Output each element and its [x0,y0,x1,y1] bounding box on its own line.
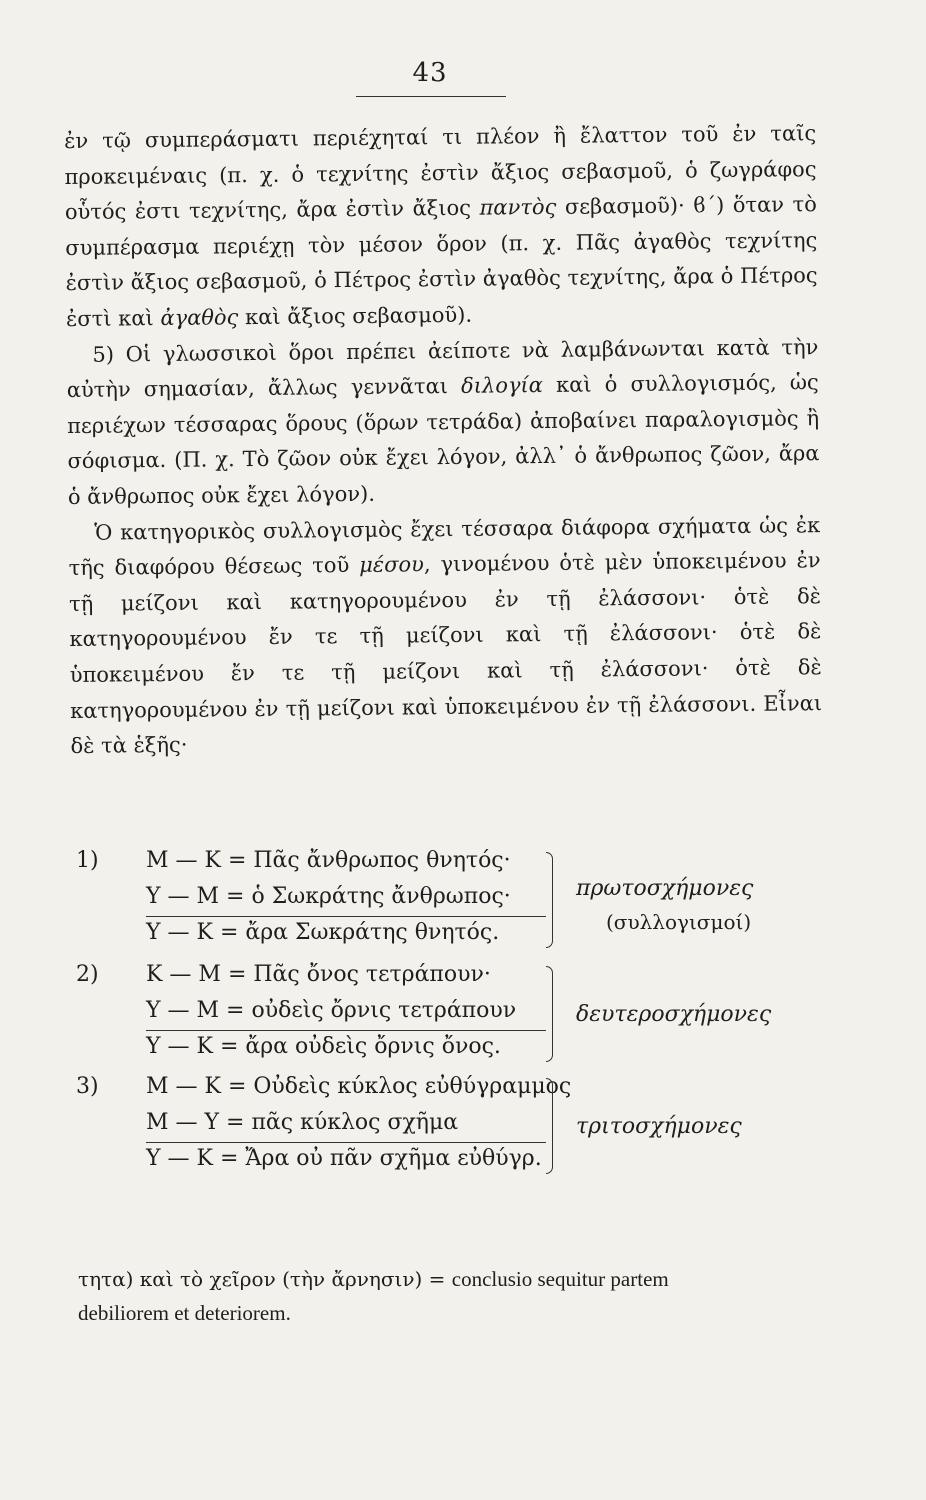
text-run: ἐν τῷ συμπεράσματι περιέχηταί τι πλέον ἢ ἔλαττον τοῦ ἐν ταῖς προκειμέναις (π. χ. ὁ τεχνίτης ἐστὶν ἄξιος σεβασμοῦ, ὁ ζωγράφος οὗτός ἐστι τεχνίτης, ἄρα ἐστὶν ἄξιος [64,121,817,225]
figure-label: δευτεροσχήμονες [576,1002,772,1027]
footnote-latin: conclusio sequitur partem [451,1267,669,1291]
body-text [64,116,823,765]
text-run: 5) Οἱ γλωσσικοὶ ὅροι πρέπει ἀείποτε νὰ λαμβάνωνται κατὰ τὴν αὐτὴν σημασίαν, ἄλλως γεννᾶται [66,334,819,403]
figure-label: τριτοσχήμονες [576,1114,742,1139]
header-rule [356,96,506,97]
conclusion-line: Υ — Κ = Ἄρα οὐ πᾶν σχῆμα εὐθύγρ. [146,1146,542,1171]
text-run: Ὁ κατηγορικὸς συλλογισμὸς ἔχει τέσσαρα διάφορα σχήματα ὡς ἐκ τῆς διαφόρου θέσεως τοῦ [68,512,821,581]
syllogism-number: 1) [76,848,99,873]
right-brace [546,1078,553,1174]
premise-line: Μ — Κ = Πᾶς ἄνθρωπος θνητός· [146,848,511,873]
italic-term: διλογία [460,373,543,399]
conclusion-line: Υ — Κ = ἄρα οὐδεὶς ὄρνις ὄνος. [146,1034,501,1059]
italic-term: παντὸς [479,195,557,220]
text-run: σεβασμοῦ)· ϐ΄) ὅταν τὸ συμπέρασμα περιέχῃ τὸν μέσον ὅρον (π. χ. Πᾶς ἀγαθὸς τεχνίτης ἐστὶν ἄξιος σεβασμοῦ, ὁ Πέτρος ἐστὶν ἀγαθὸς τεχνίτης, ἄρα ὁ Πέτρος ἐστὶ καὶ [65,192,818,331]
footnote [78,1262,818,1330]
italic-term: μέσου [359,552,425,578]
right-brace [546,966,553,1062]
conclusion-rule [146,1030,546,1031]
figure-label: πρωτοσχήμονες [576,876,754,901]
figure-sublabel: (συλλογισμοί) [606,910,752,934]
premise-line: Υ — Μ = ὁ Σωκράτης ἄνθρωπος· [146,884,511,909]
conclusion-rule [146,916,546,917]
conclusion-rule [146,1142,546,1143]
syllogism-number: 2) [76,962,99,987]
footnote-line-2: debiliorem et deteriorem. [78,1301,291,1325]
premise-line: Μ — Κ = Οὐδεὶς κύκλος εὐθύγραμμος [146,1074,572,1099]
right-brace [546,852,553,948]
text-run: καὶ ἄξιος σεβασμοῦ). [238,302,473,330]
page-number: 43 [412,58,448,88]
paragraph-3 [68,508,823,765]
conclusion-line: Υ — Κ = ἄρα Σωκράτης θνητός. [146,920,500,945]
footnote-greek: τητα) καὶ τὸ χεῖρον (τὴν ἄρνησιν) = [78,1267,452,1291]
premise-line: Κ — Μ = Πᾶς ὄνος τετράπουν· [146,962,491,987]
italic-term: ἀγαθὸς [160,305,239,330]
premise-line: Μ — Υ = πᾶς κύκλος σχῆμα [146,1110,459,1135]
text-run: , γινομένου ὁτὲ μὲν ὑποκειμένου ἐν τῇ μείζονι καὶ κατηγορουμένου ἐν τῇ ἐλάσσονι· ὁτὲ δὲ κατηγορουμένου ἔν τε τῇ μείζονι καὶ τῇ ἐλάσσονι· ὁτὲ δὲ ὑποκειμένου ἔν τε τῇ μείζονι καὶ τῇ ἐλάσσονι· ὁτὲ δὲ κατηγορουμένου ἐν τῇ μείζονι καὶ ὑποκειμένου ἐν τῇ ἐλάσσονι. Εἶναι δὲ τὰ ἑξῆς· [68,548,823,759]
paragraph-1 [64,116,818,337]
premise-line: Υ — Μ = οὐδεὶς ὄρνις τετράπουν [146,998,517,1023]
text-run: καὶ ὁ συλλογισμός, ὡς περιέχων τέσσαρας ὅρους (ὅρων τετράδα) ἀποβαίνει παραλογισμὸς ἢ σόφισμα. (Π. χ. Τὸ ζῶον οὐκ ἔχει λόγον, ἀλλ᾽ ὁ ἄνθρωπος ζῶον, ἄρα ὁ ἄνθρωπος οὐκ ἔχει λόγον). [67,370,820,509]
footnote-line-1 [78,1262,818,1296]
syllogism-number: 3) [76,1074,99,1099]
paragraph-2 [66,330,820,516]
